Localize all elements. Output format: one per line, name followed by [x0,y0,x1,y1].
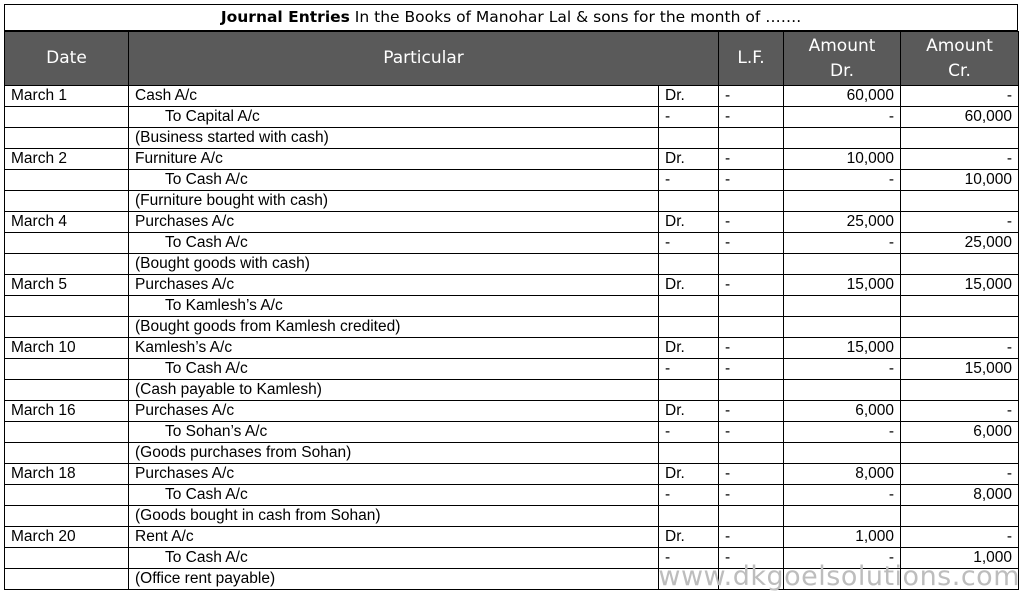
lf-cell: - [719,485,784,506]
amount-dr: - [784,359,901,380]
dr-mark: Dr. [659,86,719,107]
header-amount-dr: Amount Dr. [784,32,901,86]
table-row [5,149,1019,170]
lf-cell: - [719,422,784,443]
lf-cell: - [719,527,784,548]
lf-cell: - [719,359,784,380]
narration: (Office rent payable) [129,569,659,590]
credit-account: To Cash A/c [129,233,659,254]
debit-account: Rent A/c [129,527,659,548]
table-row [5,422,1019,443]
narration: (Bought goods from Kamlesh credited) [129,317,659,338]
amount-cr: 15,000 [901,275,1019,296]
table-row [5,191,1019,212]
dr-mark: Dr. [659,464,719,485]
table-row [5,86,1019,107]
table-row [5,254,1019,275]
amount-dr: 10,000 [784,149,901,170]
dr-mark: Dr. [659,338,719,359]
amount-cr: - [901,527,1019,548]
table-row [5,485,1019,506]
table-row [5,107,1019,128]
debit-account: Furniture A/c [129,149,659,170]
narration: (Cash payable to Kamlesh) [129,380,659,401]
amount-dr: - [784,233,901,254]
entry-date: March 20 [5,527,129,548]
header-date: Date [5,32,129,86]
narration: (Goods bought in cash from Sohan) [129,506,659,527]
credit-account: To Capital A/c [129,107,659,128]
lf-cell: - [719,464,784,485]
narration: (Business started with cash) [129,128,659,149]
amount-dr: 8,000 [784,464,901,485]
lf-cell: - [719,233,784,254]
amount-dr: 60,000 [784,86,901,107]
debit-account: Kamlesh’s A/c [129,338,659,359]
entry-date: March 2 [5,149,129,170]
amount-dr: 25,000 [784,212,901,233]
amount-dr: 15,000 [784,338,901,359]
credit-account: To Cash A/c [129,359,659,380]
credit-account: To Kamlesh’s A/c [129,296,659,317]
table-row [5,212,1019,233]
table-row [5,443,1019,464]
entry-date: March 18 [5,464,129,485]
table-row [5,464,1019,485]
narration: (Furniture bought with cash) [129,191,659,212]
table-row [5,233,1019,254]
header-amount-cr: Amount Cr. [901,32,1019,86]
debit-account: Purchases A/c [129,212,659,233]
dr-mark: Dr. [659,275,719,296]
amount-dr: - [784,422,901,443]
header-particular: Particular [129,32,719,86]
lf-cell: - [719,170,784,191]
dr-mark: - [659,170,719,191]
amount-dr: - [784,485,901,506]
credit-account: To Cash A/c [129,485,659,506]
dr-mark: - [659,485,719,506]
debit-account: Cash A/c [129,86,659,107]
table-row [5,128,1019,149]
table-row [5,359,1019,380]
amount-cr: 1,000 [901,548,1019,569]
dr-mark: Dr. [659,401,719,422]
amount-cr: - [901,401,1019,422]
credit-account: To Sohan’s A/c [129,422,659,443]
dr-mark: - [659,548,719,569]
lf-cell: - [719,275,784,296]
lf-cell: - [719,107,784,128]
amount-cr: - [901,338,1019,359]
dr-mark: - [659,107,719,128]
amount-cr: 60,000 [901,107,1019,128]
amount-dr: 6,000 [784,401,901,422]
lf-cell: - [719,548,784,569]
amount-dr: 15,000 [784,275,901,296]
table-row [5,338,1019,359]
table-row [5,275,1019,296]
table-row [5,317,1019,338]
dr-mark: - [659,233,719,254]
lf-cell: - [719,338,784,359]
amount-dr: 1,000 [784,527,901,548]
debit-account: Purchases A/c [129,401,659,422]
debit-account: Purchases A/c [129,275,659,296]
amount-dr: - [784,170,901,191]
entry-date: March 1 [5,86,129,107]
title-rest: In the Books of Manohar Lal & sons for the month of ……. [349,8,802,26]
header-lf: L.F. [719,32,784,86]
dr-mark: - [659,359,719,380]
lf-cell: - [719,401,784,422]
credit-account: To Cash A/c [129,548,659,569]
amount-cr: - [901,149,1019,170]
table-row [5,527,1019,548]
amount-cr: 10,000 [901,170,1019,191]
dr-mark: Dr. [659,527,719,548]
amount-cr: 8,000 [901,485,1019,506]
entry-date: March 5 [5,275,129,296]
amount-cr: 25,000 [901,233,1019,254]
page-title [4,4,1018,31]
table-row [5,401,1019,422]
table-row [5,380,1019,401]
amount-cr: - [901,212,1019,233]
debit-account: Purchases A/c [129,464,659,485]
table-row [5,506,1019,527]
amount-cr: 15,000 [901,359,1019,380]
header-row [5,32,1019,86]
lf-cell: - [719,86,784,107]
table-row [5,296,1019,317]
watermark: www.dkgoelsolutions.com [658,561,1020,592]
amount-dr: - [784,548,901,569]
entry-date: March 10 [5,338,129,359]
amount-cr: - [901,464,1019,485]
dr-mark: Dr. [659,149,719,170]
amount-dr: - [784,107,901,128]
entry-date: March 16 [5,401,129,422]
amount-cr: 6,000 [901,422,1019,443]
lf-cell: - [719,149,784,170]
amount-cr: - [901,86,1019,107]
title-bold: Journal Entries [220,8,350,26]
lf-cell: - [719,212,784,233]
narration: (Bought goods with cash) [129,254,659,275]
credit-account: To Cash A/c [129,170,659,191]
journal-table [4,31,1019,590]
dr-mark: - [659,422,719,443]
narration: (Goods purchases from Sohan) [129,443,659,464]
dr-mark: Dr. [659,212,719,233]
entry-date: March 4 [5,212,129,233]
table-row [5,170,1019,191]
